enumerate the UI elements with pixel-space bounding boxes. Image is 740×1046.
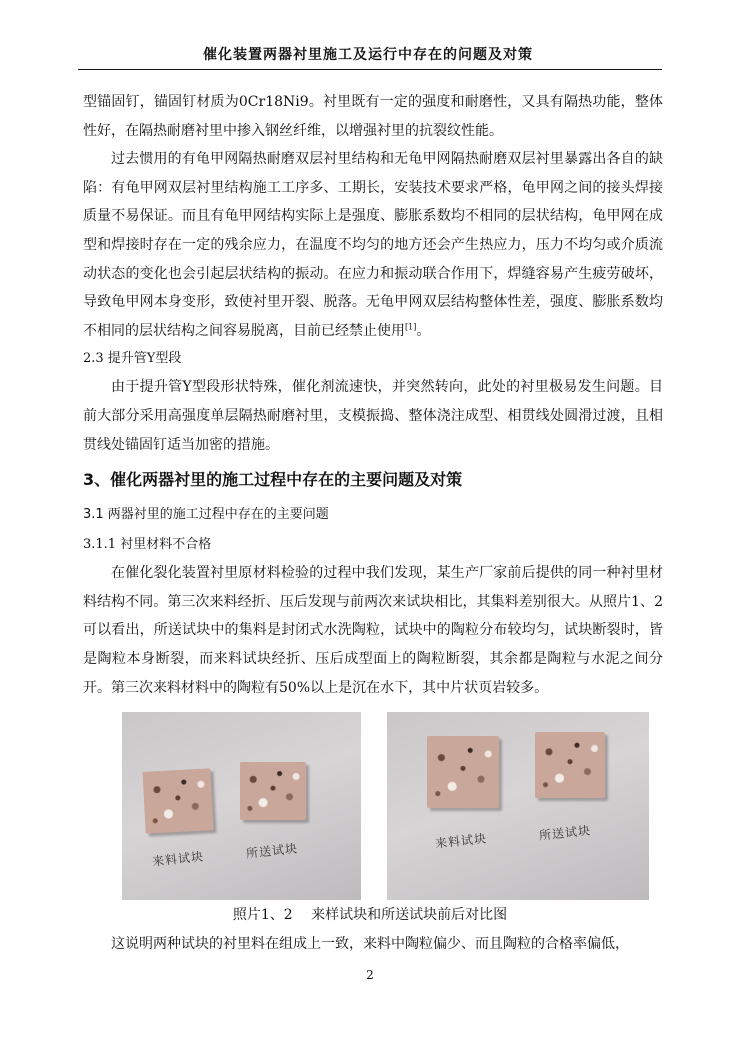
handwritten-label-submitted: 所送试块 [538,823,592,843]
running-header: 催化装置两器衬里施工及运行中存在的问题及对策 [203,47,533,63]
section-heading-3: 3、催化两器衬里的施工过程中存在的主要问题及对策 [83,470,463,490]
section-heading-3-1: 3.1 两器衬里的施工过程中存在的主要问题 [83,507,329,523]
submitted-sample-block [240,762,306,820]
paragraph-lining-defects-end: 。 [416,322,431,339]
incoming-sample-block [142,768,213,833]
figure-caption: 照片1、2 来样试块和所送试块前后对比图 [232,907,508,923]
incoming-sample-block [427,736,499,808]
photo-1 [122,712,361,900]
paragraph-lining-defects-text: 过去惯用的有龟甲网隔热耐磨双层衬里结构和无龟甲网隔热耐磨双层衬里暴露出各自的缺陷：有龟甲网双层衬里结构施工工序多、工期长，安装技术要求严格，龟甲网之间的接头焊接质量不易保证。而且有龟甲网结构实际上是强度、膨胀系数均不相同的层状结构，龟甲网在成型和焊接时存在一定的残余应力，在温度不均匀的地方还会产生热应力，压力不均匀或介质流动状态的变化也会引起层状结构的振动。在应力和振动联合作用下，焊缝容易产生疲劳破坏，导致龟甲网本身变形，致使衬里开裂、脱落。无龟甲网双层结构整体性差，强度、膨胀系数均不相同的层状结构之间容易脱离，目前已经禁止使用 [83,151,663,339]
handwritten-label-incoming: 来料试块 [434,831,488,851]
paragraph-lining-defects [83,145,663,345]
paragraph-anchor-nails: 型锚固钉，锚固钉材质为0Cr18Ni9。衬里既有一定的强度和耐磨性，又具有隔热功能，整体性好，在隔热耐磨衬里中掺入钢丝纤维，以增强衬里的抗裂纹性能。 [83,94,663,139]
section-heading-2-3: 2.3 提升管Y型段 [83,351,182,367]
paragraph-conclusion: 这说明两种试块的衬里料在组成上一致，来料中陶粒偏少、而且陶粒的合格率偏低， [111,936,629,952]
handwritten-label-submitted: 所送试块 [245,841,299,861]
comparison-photos [108,712,658,900]
paragraph-material-inspection: 在催化裂化装置衬里原材料检验的过程中我们发现，某生产厂家前后提供的同一种衬里材料结构不同。第三次来料经折、压后发现与前两次来试块相比，其集料差别很大。从照片1、2可以看出，所送试块中的集料是封闭式水洗陶粒，试块中的陶粒分布较均匀，试块断裂时，皆是陶粒本身断裂，而来料试块经折、压后成型面上的陶粒断裂，其余都是陶粒与水泥之间分开。第三次来料材料中的陶粒有50%以上是沉在水下，其中片状页岩较多。 [83,565,663,696]
section-heading-3-1-1: 3.1.1 衬里材料不合格 [83,537,212,553]
body-text [83,88,663,702]
paragraph-riser-y-section: 由于提升管Y型段形状特殊，催化剂流速快，并突然转向，此处的衬里极易发生问题。目前大部分采用高强度单层隔热耐磨衬里，支模振捣、整体浇注成型、相贯线处圆滑过渡，且相贯线处锚固钉适当加密的措施。 [83,379,663,453]
citation-ref: [1] [405,322,417,332]
page-number: 2 [366,968,374,982]
handwritten-label-incoming: 来料试块 [151,849,205,869]
submitted-sample-block [535,732,605,798]
photo-2 [387,712,649,900]
header-rule [78,69,662,70]
